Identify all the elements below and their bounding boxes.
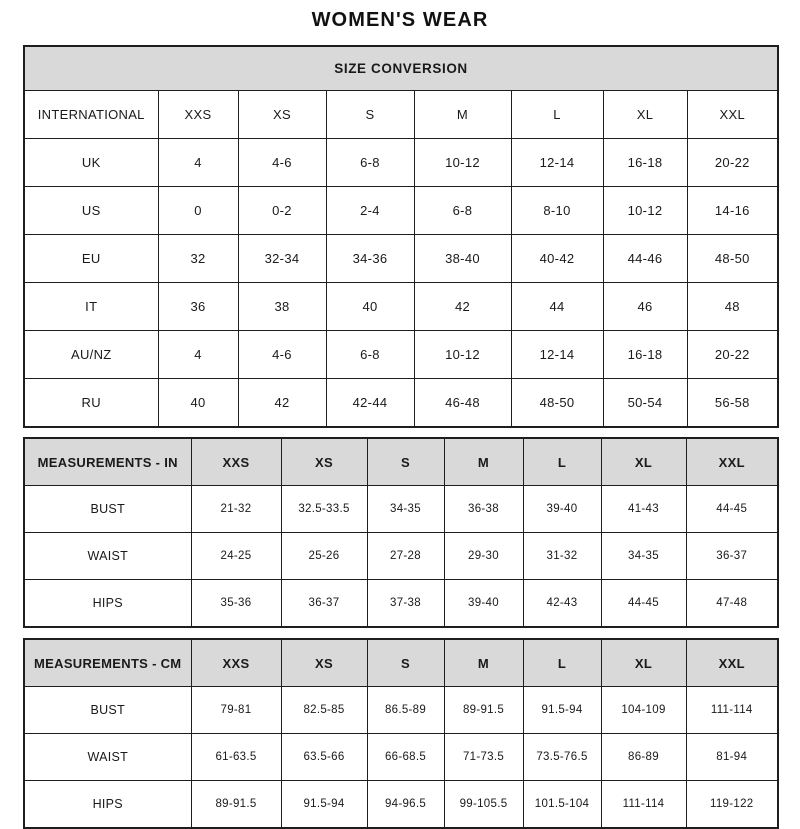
value-cell: 91.5-94 [523,687,601,734]
row-label: UK [24,139,158,187]
value-cell: 16-18 [603,331,687,379]
value-cell: 44-45 [601,580,686,628]
value-cell: 40-42 [511,235,603,283]
row-label: BUST [24,687,191,734]
value-cell: 34-36 [326,235,414,283]
value-cell: 44-45 [686,486,778,533]
col-header-xs: XS [281,639,367,687]
value-cell: 86.5-89 [367,687,444,734]
value-cell: 14-16 [687,187,778,235]
row-label: HIPS [24,580,191,628]
intl-column-header: INTERNATIONAL [24,91,158,139]
value-cell: 34-35 [601,533,686,580]
value-cell: 73.5-76.5 [523,734,601,781]
value-cell: 0-2 [238,187,326,235]
col-header-l: L [523,639,601,687]
value-cell: 29-30 [444,533,523,580]
value-cell: 24-25 [191,533,281,580]
table-row-bust-in [24,486,778,533]
value-cell: 36-37 [281,580,367,628]
value-cell: 94-96.5 [367,781,444,829]
value-cell: 38 [238,283,326,331]
col-header-xxs: XXS [158,91,238,139]
value-cell: 46 [603,283,687,331]
value-cell: 66-68.5 [367,734,444,781]
row-label: RU [24,379,158,428]
col-header-s: S [326,91,414,139]
value-cell: 0 [158,187,238,235]
row-label: WAIST [24,533,191,580]
col-header-xl: XL [601,438,686,486]
value-cell: 10-12 [414,331,511,379]
value-cell: 39-40 [523,486,601,533]
value-cell: 10-12 [603,187,687,235]
row-label: IT [24,283,158,331]
value-cell: 50-54 [603,379,687,428]
col-header-xxs: XXS [191,438,281,486]
value-cell: 111-114 [601,781,686,829]
value-cell: 82.5-85 [281,687,367,734]
value-cell: 91.5-94 [281,781,367,829]
col-header-l: L [523,438,601,486]
value-cell: 39-40 [444,580,523,628]
size-conversion-banner-row [24,46,778,91]
value-cell: 111-114 [686,687,778,734]
col-header-xl: XL [601,639,686,687]
row-label: BUST [24,486,191,533]
table-row-bust-cm [24,687,778,734]
col-header-xxl: XXL [686,639,778,687]
table-row-eu [24,235,778,283]
value-cell: 35-36 [191,580,281,628]
row-label: HIPS [24,781,191,829]
table-row-hips-cm [24,781,778,829]
page-title: WOMEN'S WEAR [311,9,489,31]
measurements-in-title: MEASUREMENTS - IN [24,438,191,486]
measurements-cm-title: MEASUREMENTS - CM [24,639,191,687]
value-cell: 101.5-104 [523,781,601,829]
value-cell: 41-43 [601,486,686,533]
value-cell: 31-32 [523,533,601,580]
value-cell: 2-4 [326,187,414,235]
value-cell: 40 [326,283,414,331]
value-cell: 10-12 [414,139,511,187]
table-row-waist-cm [24,734,778,781]
value-cell: 6-8 [414,187,511,235]
row-label: AU/NZ [24,331,158,379]
value-cell: 4-6 [238,331,326,379]
value-cell: 47-48 [686,580,778,628]
value-cell: 16-18 [603,139,687,187]
value-cell: 42 [414,283,511,331]
value-cell: 79-81 [191,687,281,734]
col-header-xs: XS [281,438,367,486]
size-conversion-header-row [24,91,778,139]
measurements-cm-table [23,638,779,829]
value-cell: 99-105.5 [444,781,523,829]
col-header-xxs: XXS [191,639,281,687]
table-row-us [24,187,778,235]
col-header-l: L [511,91,603,139]
value-cell: 32 [158,235,238,283]
value-cell: 42-44 [326,379,414,428]
value-cell: 36-37 [686,533,778,580]
value-cell: 36-38 [444,486,523,533]
value-cell: 36 [158,283,238,331]
size-conversion-table [23,45,779,428]
value-cell: 25-26 [281,533,367,580]
value-cell: 38-40 [414,235,511,283]
value-cell: 21-32 [191,486,281,533]
value-cell: 4 [158,139,238,187]
value-cell: 63.5-66 [281,734,367,781]
measurements-in-header-row [24,438,778,486]
col-header-xxl: XXL [686,438,778,486]
table-row-ru [24,379,778,428]
row-label: WAIST [24,734,191,781]
value-cell: 48-50 [687,235,778,283]
value-cell: 6-8 [326,331,414,379]
value-cell: 32.5-33.5 [281,486,367,533]
table-row-it [24,283,778,331]
value-cell: 104-109 [601,687,686,734]
table-row-aunz [24,331,778,379]
col-header-m: M [444,639,523,687]
col-header-xxl: XXL [687,91,778,139]
table-row-uk [24,139,778,187]
value-cell: 32-34 [238,235,326,283]
value-cell: 44 [511,283,603,331]
value-cell: 119-122 [686,781,778,829]
value-cell: 44-46 [603,235,687,283]
value-cell: 6-8 [326,139,414,187]
value-cell: 37-38 [367,580,444,628]
row-label: EU [24,235,158,283]
size-conversion-title: SIZE CONVERSION [24,46,778,91]
value-cell: 27-28 [367,533,444,580]
value-cell: 86-89 [601,734,686,781]
value-cell: 81-94 [686,734,778,781]
value-cell: 46-48 [414,379,511,428]
col-header-xs: XS [238,91,326,139]
value-cell: 20-22 [687,331,778,379]
value-cell: 89-91.5 [444,687,523,734]
measurements-cm-header-row [24,639,778,687]
col-header-m: M [414,91,511,139]
value-cell: 8-10 [511,187,603,235]
value-cell: 61-63.5 [191,734,281,781]
col-header-s: S [367,438,444,486]
value-cell: 48 [687,283,778,331]
table-row-hips-in [24,580,778,628]
value-cell: 20-22 [687,139,778,187]
value-cell: 48-50 [511,379,603,428]
value-cell: 56-58 [687,379,778,428]
col-header-m: M [444,438,523,486]
value-cell: 42-43 [523,580,601,628]
value-cell: 42 [238,379,326,428]
value-cell: 4-6 [238,139,326,187]
col-header-s: S [367,639,444,687]
col-header-xl: XL [603,91,687,139]
table-row-waist-in [24,533,778,580]
value-cell: 12-14 [511,139,603,187]
measurements-in-table [23,437,779,628]
value-cell: 4 [158,331,238,379]
row-label: US [24,187,158,235]
value-cell: 89-91.5 [191,781,281,829]
value-cell: 71-73.5 [444,734,523,781]
value-cell: 12-14 [511,331,603,379]
size-chart-page [0,9,800,829]
value-cell: 40 [158,379,238,428]
value-cell: 34-35 [367,486,444,533]
